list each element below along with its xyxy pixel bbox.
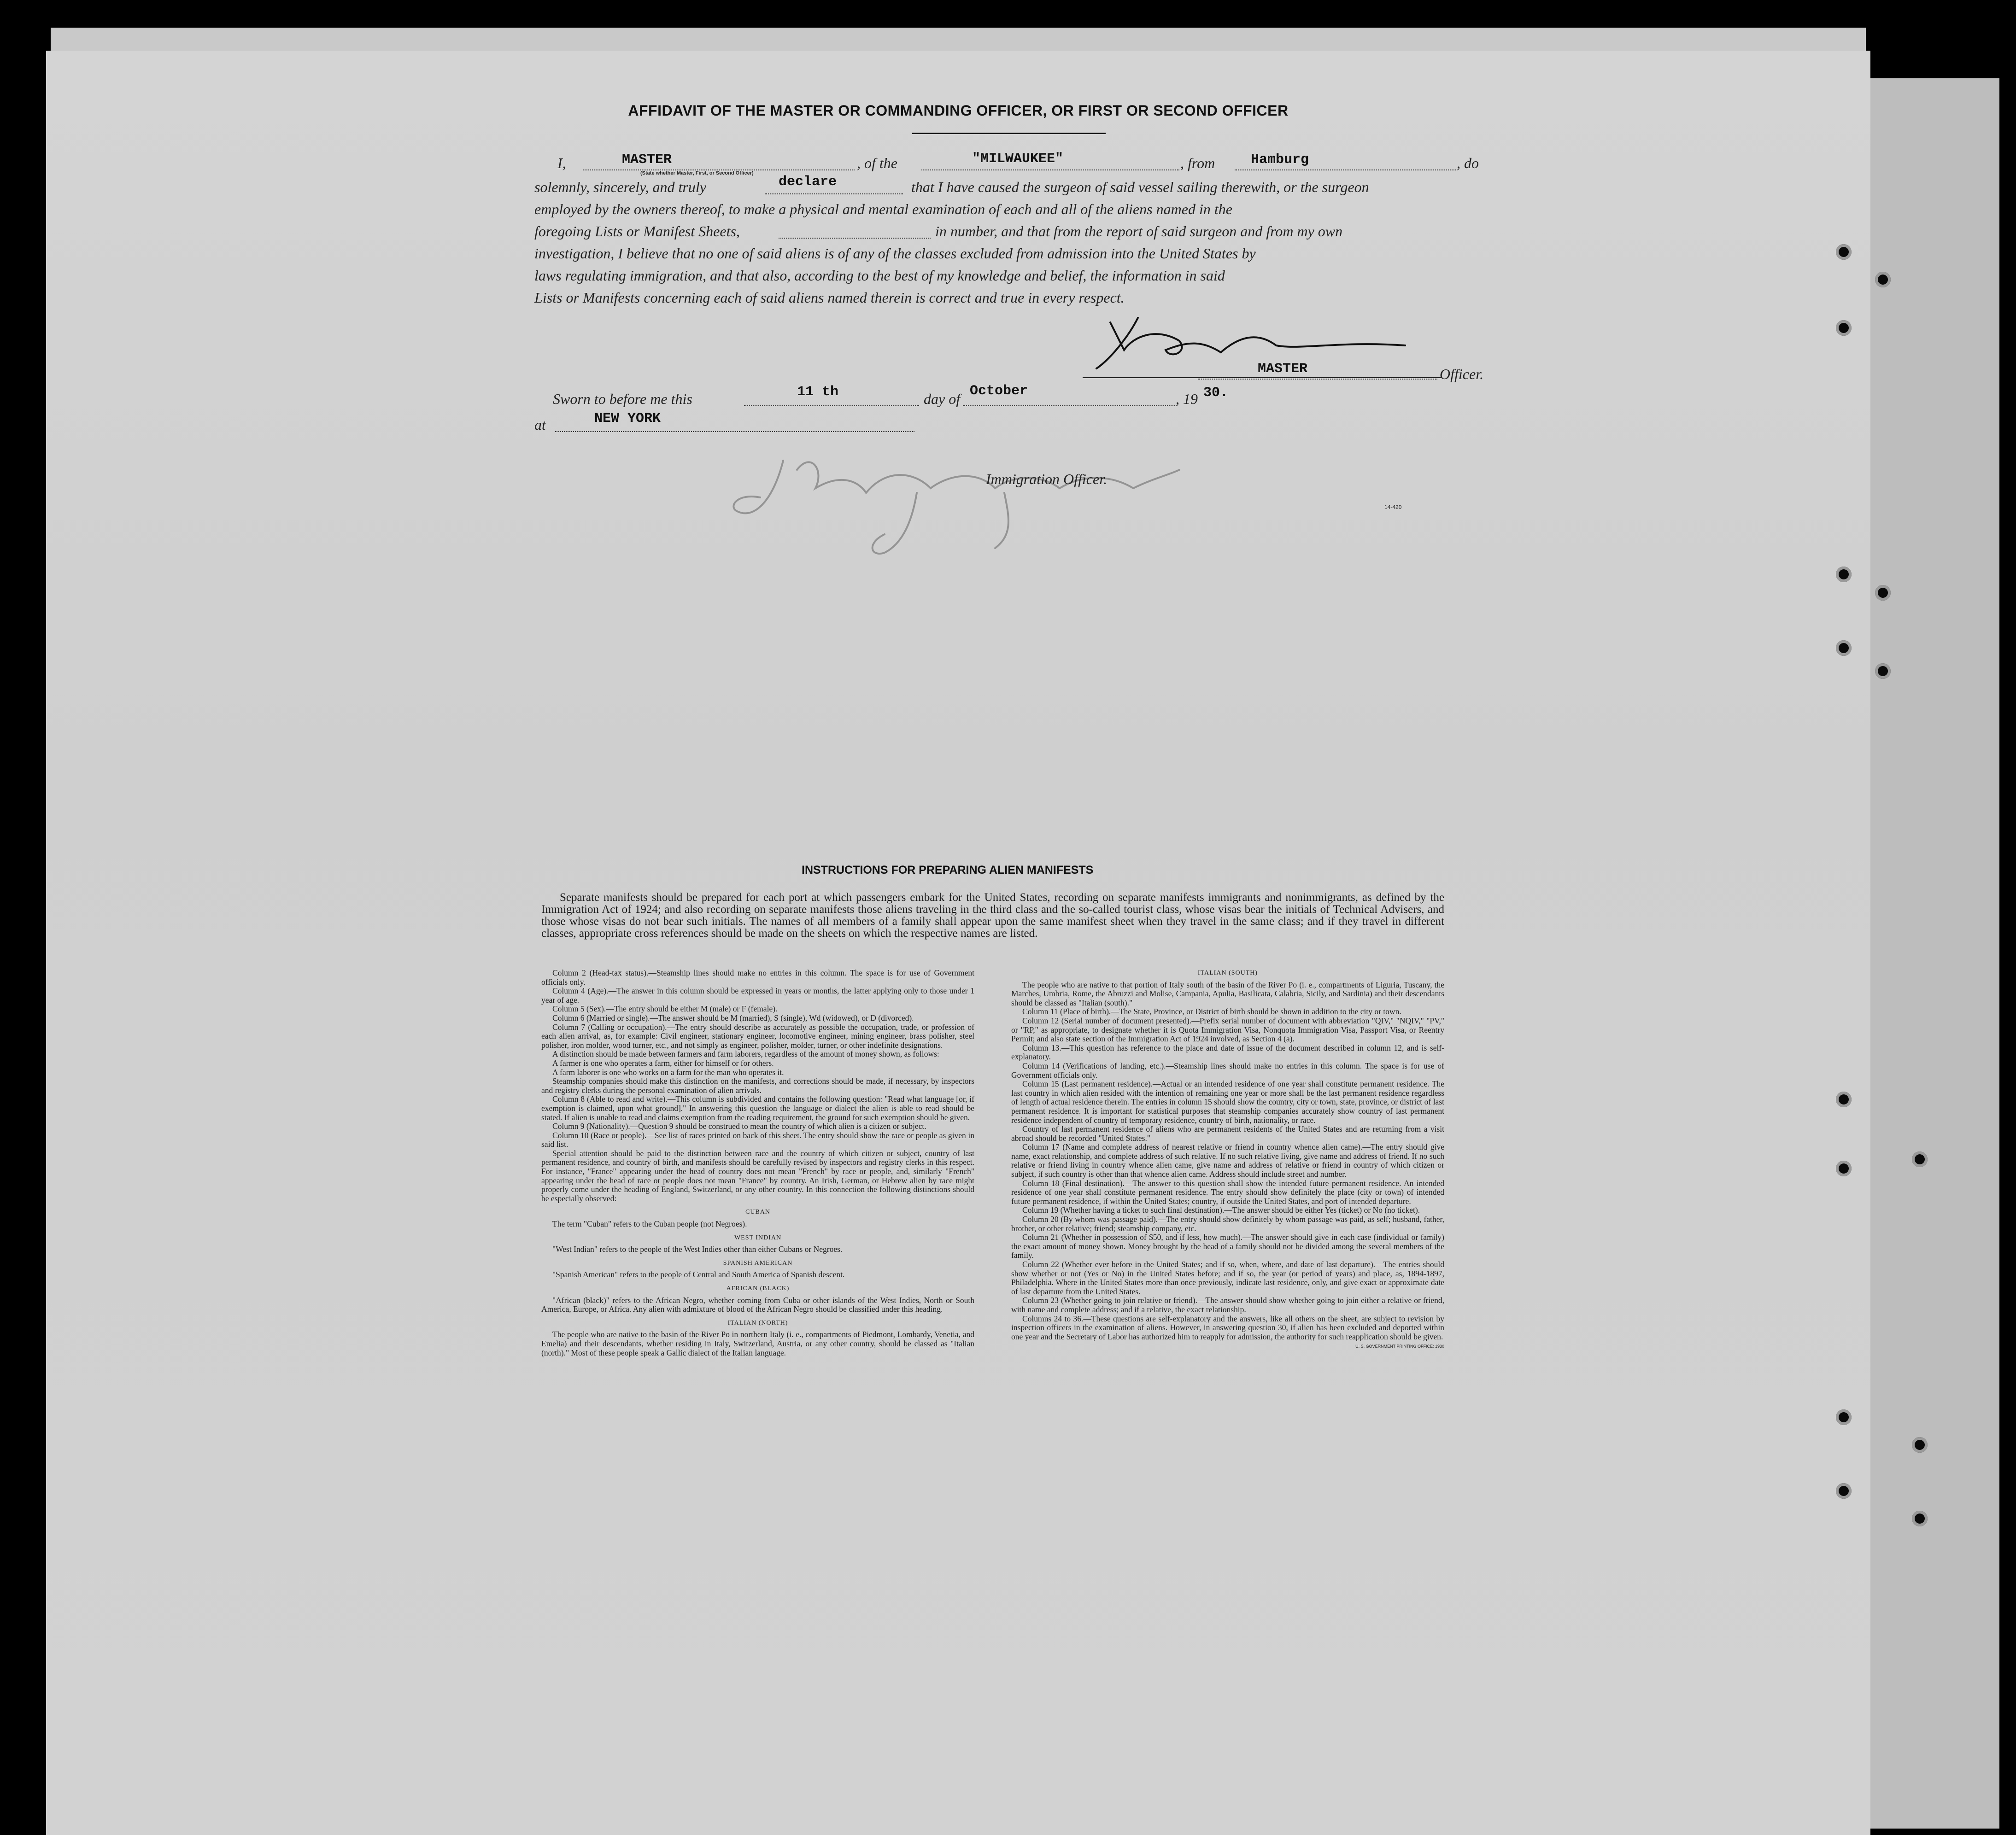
left-para: Steamship companies should make this distinction on the manifests, and corrections should be made, if necessary, by inspectors and registry clerks during the personal examination of alien arrivals.	[541, 1076, 974, 1095]
right-para: Country of last permanent residence of aliens who are permanent residents of the United States and are returning from a visit abroad should be recorded "United States."	[1011, 1124, 1444, 1143]
month-dotline	[963, 405, 1175, 406]
rank-note: (State whether Master, First, or Second Officer)	[640, 170, 754, 176]
immigration-officer-label: Immigration Officer.	[986, 471, 1108, 487]
i-label: I,	[557, 155, 566, 171]
form-number: 14-420	[1384, 504, 1402, 510]
officer-dotline	[1198, 379, 1437, 380]
african-heading: AFRICAN (BLACK)	[726, 1285, 790, 1292]
binder-hole	[1836, 244, 1852, 260]
from-label: , from	[1180, 155, 1215, 171]
affidavit-line-5: investigation, I believe that no one of said aliens is of any of the classes excluded from admission into the United States by	[534, 245, 1256, 262]
binder-hole	[1836, 1483, 1852, 1499]
adjacent-page-hole	[1912, 1437, 1928, 1453]
place-dotline	[555, 431, 914, 432]
immigration-officer-signature	[719, 442, 1189, 562]
binder-hole	[1836, 567, 1852, 582]
left-para: Column 8 (Able to read and write).—This column is subdivided and contains the following question: "Read what language [or, if exemption is claimed, upon what ground]." In answering this question the language or dialect the alien is able to read should be stated. If alien is unable to read and claims exemption from the reading requirement, the ground for such exemption should be given.	[541, 1094, 974, 1122]
line4-a: foregoing Lists or Manifest Sheets,	[534, 223, 740, 240]
instructions-left-column	[541, 969, 974, 1357]
west-indian-heading: WEST INDIAN	[734, 1234, 782, 1241]
italian-north-heading: ITALIAN (NORTH)	[727, 1319, 788, 1327]
declare-dotline	[765, 193, 903, 194]
right-para: Column 12 (Serial number of document presented).—Prefix serial number of document with abbreviation "QIV," "NQIV," "PV," or "RP," as appropriate, to designate whether it is Quota Immigration Visa, Nonquota Immigration Visa, Passport Visa, or Reentry Permit; and also state section of the Immigration Act of 1924 involved, as Section 4 (a).	[1011, 1016, 1444, 1044]
right-para: Column 22 (Whether ever before in the United States; and if so, when, where, and date of last departure).—The entries should show whether or not (Yes or No) in the United States before; and if so, the year (or period of years) and place, as, 1894-1897, Philadelphia. Where in the United States more than once previously, indicate last residence, only, and give exact or approximate date of last departure from the United States.	[1011, 1260, 1444, 1296]
right-para: Column 11 (Place of birth).—The State, Province, or District of birth should be shown in addition to the city or town.	[1022, 1007, 1401, 1017]
of-the-label: , of the	[857, 155, 897, 171]
adjacent-page-hole	[1912, 1511, 1928, 1526]
affidavit-line-3: employed by the owners thereof, to make a physical and mental examination of each and all of the aliens named in the	[534, 201, 1232, 217]
sworn-day: 11 th	[797, 384, 839, 400]
binder-hole	[1836, 640, 1852, 656]
binder-hole	[1836, 320, 1852, 336]
left-para: Column 5 (Sex).—The entry should be either M (male) or F (female).	[552, 1004, 778, 1014]
left-para: Column 4 (Age).—The answer in this column should be expressed in years or months, the latter applying only to those under 1 year of age.	[541, 986, 974, 1005]
binder-hole	[1836, 1409, 1852, 1425]
right-para: Column 18 (Final destination).—The answer to this question shall show the intended future permanent residence. An intended residence of one year shall constitute permanent residence. The entry should show definitely the place (city or town) of intended future permanent residence, if within the United States; country, if outside the United States, and port of intended departure.	[1011, 1178, 1444, 1206]
right-para: Column 21 (Whether in possession of $50, and if less, how much).—The answer should give in each case (individual or family) the exact amount of money shown. Money brought by the head of a family should not be divided among the several members of the family.	[1011, 1233, 1444, 1260]
right-para: Column 20 (By whom was passage paid).—The entry should show definitely by whom passage was paid, as self; husband, father, brother, or other relative; friend; steamship company, etc.	[1011, 1215, 1444, 1233]
day-dotline	[744, 405, 919, 406]
binder-hole	[1836, 1092, 1852, 1107]
solemnly-text: solemnly, sincerely, and truly	[534, 179, 706, 195]
printer-note: U. S. GOVERNMENT PRINTING OFFICE: 1930	[1355, 1344, 1444, 1349]
ship-dotline	[921, 169, 1179, 170]
year-prefix: , 19	[1176, 391, 1198, 407]
line4-b: in number, and that from the report of said surgeon and from my own	[935, 223, 1343, 240]
instructions-intro: Separate manifests should be prepared for each port at which passengers embark for the United States, recording on separate manifests immigrants and nonimmigrants, as defined by the Immigration Act of 1924; and also recording on separate manifests those aliens traveling in the third class and the so-called tourist class, whose visas bear the initials of Technical Advisers, and those whose visas do not bear such initials. The names of all members of a family shall appear upon the same manifest sheet when they travel in the same class; and if they travel in different classes, appropriate cross references should be made on the sheets on which the respective names are listed.	[541, 891, 1444, 940]
sworn-place: NEW YORK	[594, 411, 661, 427]
right-para: Column 19 (Whether having a ticket to such final destination).—The answer should be either Yes (ticket) or No (no ticket).	[1022, 1205, 1420, 1215]
officer-rank: MASTER	[622, 152, 672, 168]
cuban-heading: CUBAN	[745, 1209, 770, 1216]
instructions-title: INSTRUCTIONS FOR PREPARING ALIEN MANIFESTS	[802, 864, 1094, 877]
left-para: Column 9 (Nationality).—Question 9 should be construed to mean the country of which alien is a citizen or subject.	[552, 1122, 926, 1131]
left-para: Special attention should be paid to the distinction between race and the country of which citizen or subject, country of last permanent residence, and country of birth, and manifests should be carefully revised by inspectors and registry clerks in this respect. For instance, "France" appearing under the head of country does not mean "French" by race or people, and, similarly "French" appearing under the head of race or people does not mean "France" by country. An Irish, German, or Hebrew alien by race might properly come under the heading of England, Switzerland, or any other country. In this connection the following distinctions should be especially observed:	[541, 1148, 974, 1203]
right-para: Columns 24 to 36.—These questions are self-explanatory and the answers, like all others on the sheet, are subject to revision by inspection officers in the examination of aliens. However, in answering question 30, if alien has been excluded and deported within one year and the Secretary of Labor has authorized him to reapply for admission, the authority for such reapplication should be given.	[1011, 1314, 1444, 1341]
affidavit-line-7: Lists or Manifests concerning each of said aliens named therein is correct and true in every respect.	[534, 289, 1125, 306]
right-para: Column 15 (Last permanent residence).—Actual or an intended residence of one year shall constitute permanent residence. The last country in which alien resided with the intention of remaining one year or more shall be the last permanent residence regardless of length of actual residence therein. The entries in column 15 should show the country, city or town, state, province, or district of last permanent residence. It is important for statistical purposes that steamship companies accurately show country of last permanent residence independent of country of temporary residence, country of birth, nationality, or race.	[1011, 1079, 1444, 1125]
adjacent-page-hole	[1875, 585, 1891, 601]
at-label: at	[534, 416, 546, 433]
left-para: Column 2 (Head-tax status).—Steamship lines should make no entries in this column. The space is for use of Government officials only.	[541, 968, 974, 987]
sworn-month: October	[970, 383, 1028, 399]
african-text: "African (black)" refers to the African Negro, whether coming from Cuba or other islands of the West Indies, North or South America, Europe, or Africa. Any alien with admixture of blood of the African Negro should be classified under this heading.	[541, 1295, 974, 1314]
spanish-american-heading: SPANISH AMERICAN	[723, 1259, 793, 1267]
left-para: A farm laborer is one who works on a farm for the man who operates it.	[552, 1067, 784, 1077]
right-para: Column 14 (Verifications of landing, etc.).—Steamship lines should make no entries in this column. The space is for use of Government officials only.	[1011, 1061, 1444, 1080]
affidavit-title: AFFIDAVIT OF THE MASTER OR COMMANDING OFFICER, OR FIRST OR SECOND OFFICER	[628, 102, 1289, 119]
adjacent-page-hole	[1875, 663, 1891, 679]
do-label: , do	[1457, 155, 1479, 171]
adjacent-page-hole	[1875, 272, 1891, 287]
day-of-label: day of	[924, 391, 961, 407]
declare-word: declare	[779, 174, 837, 190]
left-para: Column 7 (Calling or occupation).—The entry should describe as accurately as possible the occupation, trade, or profession of each alien arrival, as, for example: Civil engineer, stationary engineer, locomotive engineer, mining engineer, brass polisher, steel polisher, iron molder, wood turner, etc., and not simply as engineer, polisher, molder, turner, or other indefinite designations.	[541, 1022, 974, 1050]
number-dotline	[779, 238, 931, 239]
right-para: The people who are native to that portion of Italy south of the basin of the River Po (i. e., compartments of Liguria, Tuscany, the Marches, Umbria, Rome, the Abruzzi and Molise, Campania, Apulia, Basilicata, Calabria, Sicily, and Sardinia) and their descendants should be classed as "Italian (south)."	[1011, 980, 1444, 1007]
line2-text: that I have caused the surgeon of said vessel sailing therewith, or the surgeon	[911, 179, 1369, 195]
affidavit-line-6: laws regulating immigration, and that also, according to the best of my knowledge and belief, the information in said	[534, 267, 1225, 284]
right-para: Column 17 (Name and complete address of nearest relative or friend in country whence alien came).—The entry should give name, exact relationship, and complete address of such relative. If no such relative living, give name and address of friend. If no such relative or friend living in country whence alien came, give name and address of relative or friend in country of which citizen or subject, if such country is other than that whence alien came. Address should include street and number.	[1011, 1142, 1444, 1179]
right-para: Column 13.—This question has reference to the place and date of issue of the document described in column 12, and is self-explanatory.	[1011, 1043, 1444, 1062]
instructions-right-column	[1011, 969, 1444, 1351]
left-para: Column 6 (Married or single).—The answer should be M (married), S (single), Wd (widowed), or D (divorced).	[552, 1013, 914, 1023]
adjacent-page-hole	[1912, 1151, 1928, 1167]
officer-label: Officer.	[1440, 366, 1484, 382]
port-dotline	[1235, 169, 1456, 170]
title-rule	[912, 133, 1106, 134]
left-para: A distinction should be made between farmers and farm laborers, regardless of the amount of money shown, as follows:	[552, 1049, 939, 1059]
italian-north-text: The people who are native to the basin of the River Po in northern Italy (i. e., compartments of Piedmont, Lombardy, Venetia, and Emelia) and their descendants, whether residing in Italy, Switzerland, Austria, or any other country, should be classed as "Italian (north)." Most of these people speak a Gallic dialect of the Italian language.	[541, 1330, 974, 1357]
manifest-page	[46, 51, 1870, 1835]
adjacent-page-edge	[1861, 78, 1999, 1829]
ship-name: "MILWAUKEE"	[972, 151, 1064, 167]
sworn-year: 30.	[1203, 385, 1229, 401]
left-para: A farmer is one who operates a farm, either for himself or for others.	[552, 1058, 774, 1068]
port-name: Hamburg	[1251, 152, 1309, 168]
west-indian-text: "West Indian" refers to the people of the West Indies other than either Cubans or Negroes.	[552, 1245, 843, 1254]
cuban-text: The term "Cuban" refers to the Cuban people (not Negroes).	[552, 1219, 747, 1229]
right-para: Column 23 (Whether going to join relative or friend).—The answer should show whether going to join either a relative or friend, with name and complete address; and if a relative, the exact relationship.	[1011, 1296, 1444, 1314]
signer-rank: MASTER	[1258, 361, 1308, 377]
sworn-label: Sworn to before me this	[553, 391, 692, 407]
italian-south-heading: ITALIAN (SOUTH)	[1197, 970, 1258, 976]
left-para: Column 10 (Race or people).—See list of races printed on back of this sheet. The entry should show the race or people as given in said list.	[541, 1130, 974, 1149]
binder-hole	[1836, 1161, 1852, 1176]
spanish-american-text: "Spanish American" refers to the people of Central and South America of Spanish descent.	[552, 1270, 845, 1280]
